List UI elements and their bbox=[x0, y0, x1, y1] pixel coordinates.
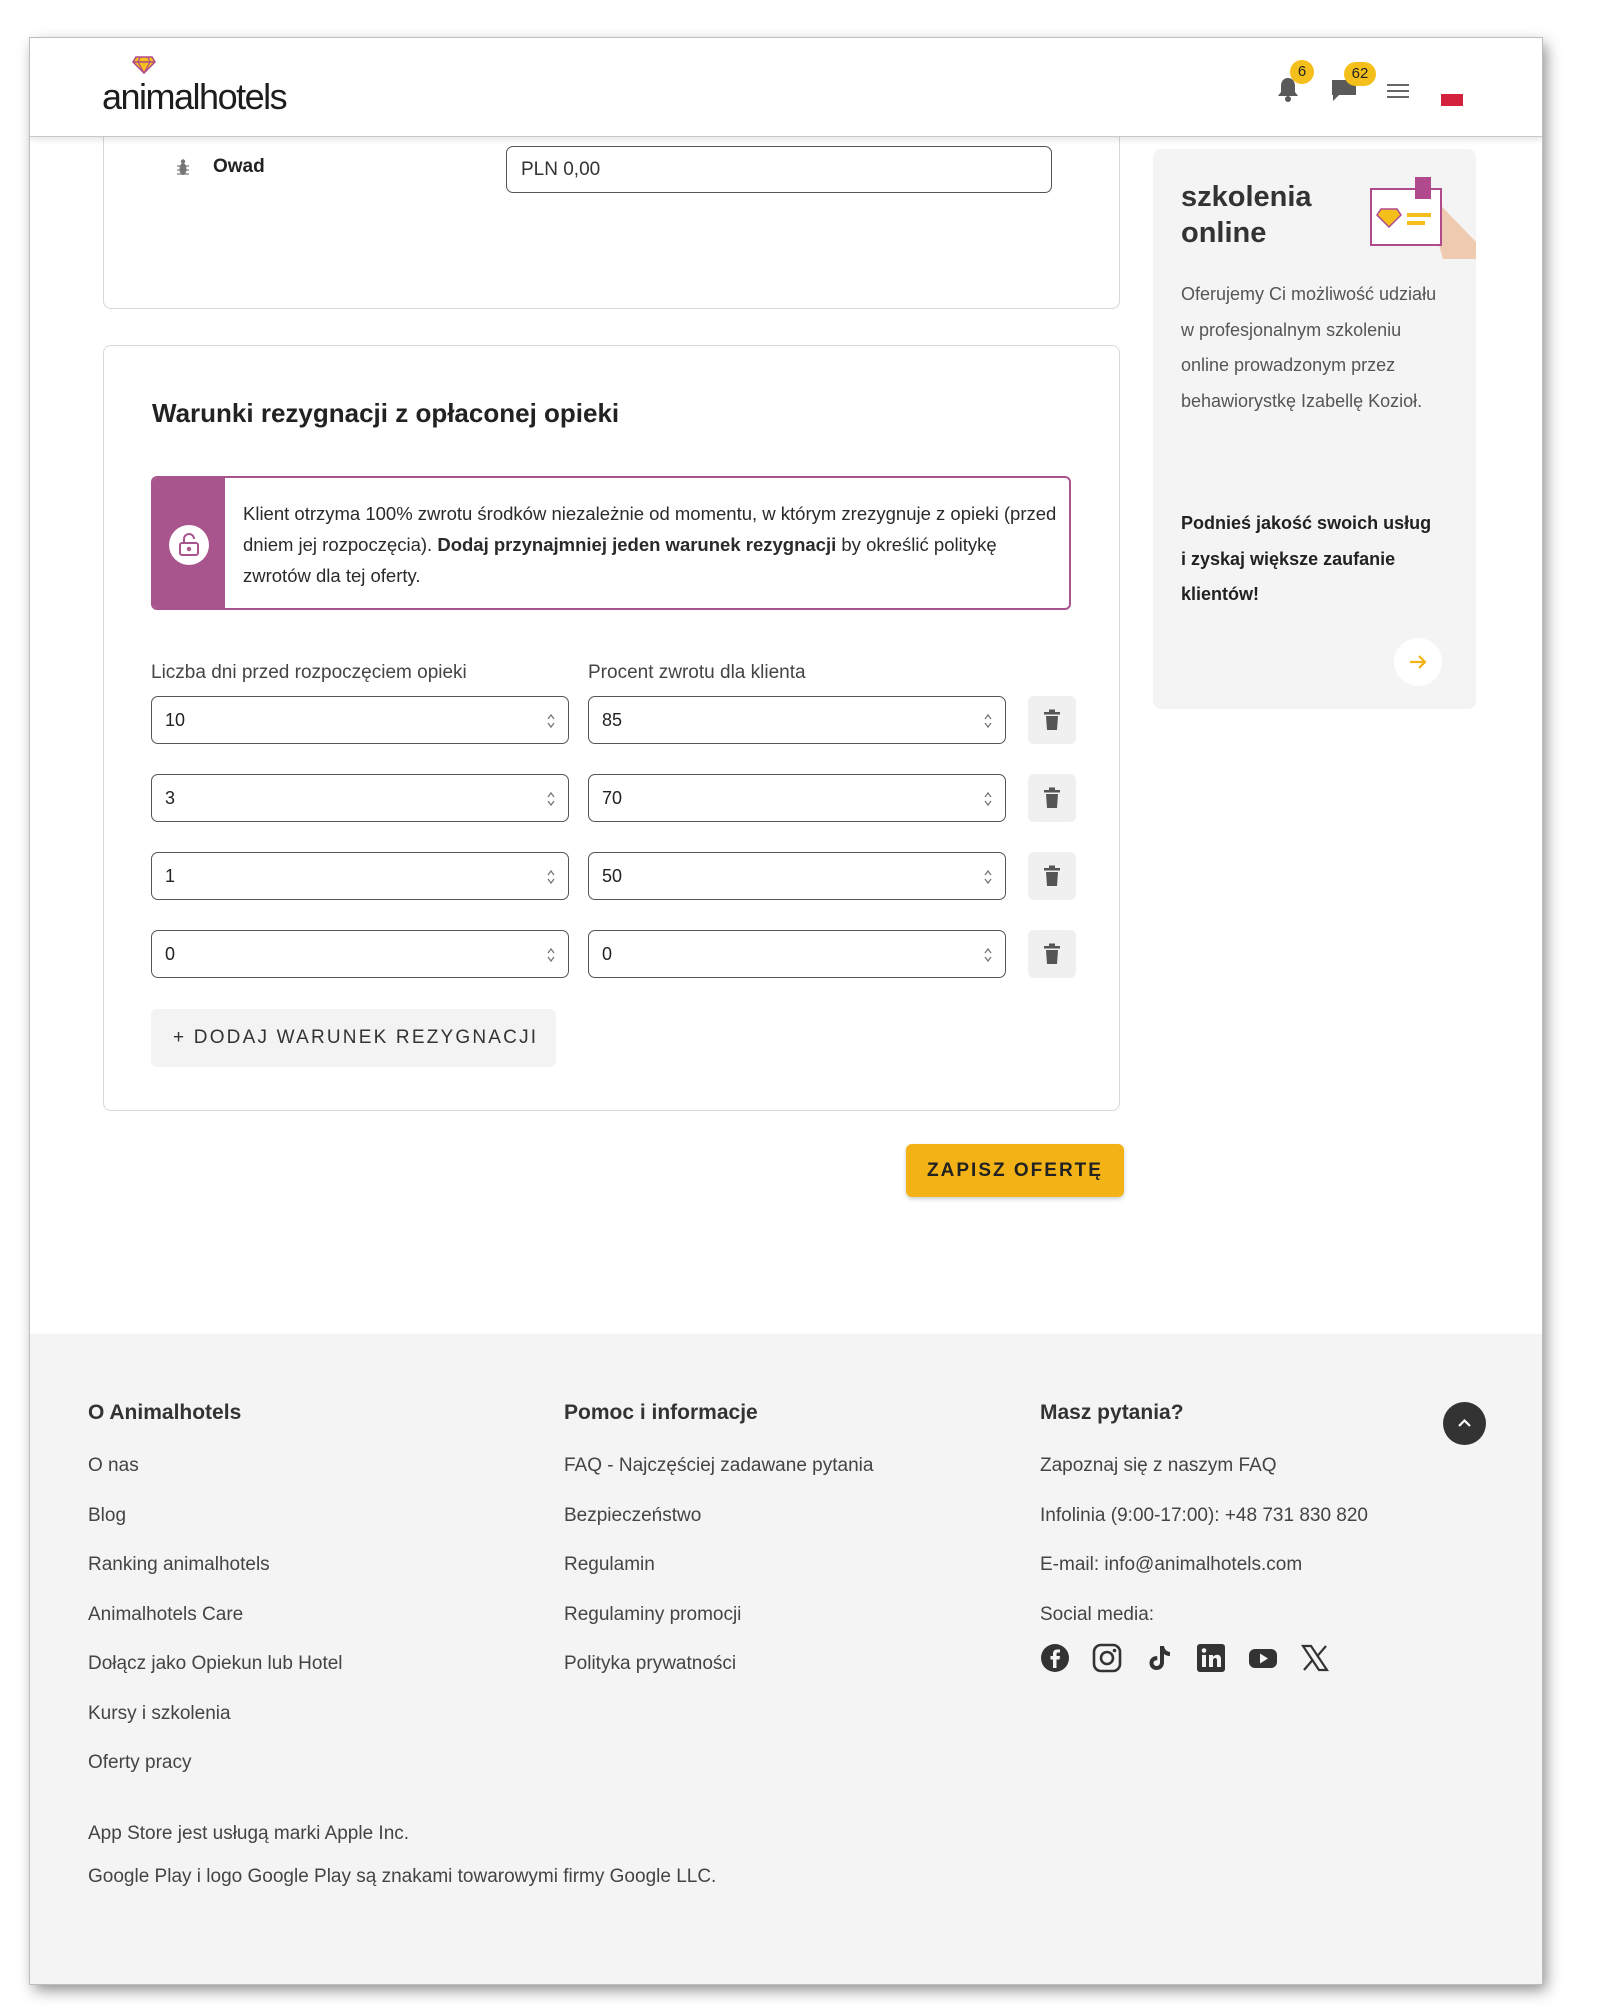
notifications-badge: 6 bbox=[1290, 60, 1314, 84]
promo-description: Oferujemy Ci możliwość udziału w profesjonalnym szkoleniu online prowadzonym przez behawiorystkę Izabellę Kozioł. bbox=[1181, 284, 1437, 411]
delete-condition-button[interactable] bbox=[1028, 930, 1076, 978]
footer-heading: Masz pytania? bbox=[1040, 1401, 1184, 1424]
notice-sidebar bbox=[153, 478, 225, 608]
footer-link[interactable]: Bezpieczeństwo bbox=[564, 1504, 702, 1526]
x-icon[interactable] bbox=[1300, 1643, 1330, 1673]
notice-text-part1: Klient otrzyma 100% zwrotu środków niezależnie od momentu, w którym zrezygnuje z opieki (przed dniem jej rozpoczęcia). bbox=[243, 503, 1057, 555]
menu-button[interactable] bbox=[1386, 82, 1410, 105]
delete-condition-button[interactable] bbox=[1028, 852, 1076, 900]
language-flag-pl[interactable] bbox=[1441, 88, 1463, 106]
percent-input[interactable] bbox=[588, 930, 1006, 978]
days-input[interactable] bbox=[151, 696, 569, 744]
promo-title: szkolenia online bbox=[1181, 181, 1312, 249]
footer-link[interactable]: Regulamin bbox=[564, 1554, 655, 1575]
trash-icon bbox=[1043, 709, 1061, 731]
spinner-icon[interactable] bbox=[546, 946, 556, 964]
browser-window bbox=[30, 38, 1542, 1984]
spinner-icon[interactable] bbox=[546, 790, 556, 808]
footer-heading: Pomoc i informacje bbox=[564, 1401, 758, 1424]
footer-col-about bbox=[88, 1401, 343, 1801]
site-footer bbox=[30, 1334, 1542, 1984]
promo-cta-text: Podnieś jakość swoich usług i zyskaj większe zaufanie klientów! bbox=[1181, 513, 1432, 604]
percent-value: 70 bbox=[602, 788, 623, 808]
arrow-right-icon bbox=[1406, 650, 1430, 674]
scroll-to-top-button[interactable] bbox=[1443, 1402, 1486, 1445]
days-value: 10 bbox=[165, 710, 186, 730]
spinner-icon[interactable] bbox=[546, 712, 556, 730]
trash-icon bbox=[1043, 865, 1061, 887]
delete-condition-button[interactable] bbox=[1028, 696, 1076, 744]
percent-input[interactable] bbox=[588, 696, 1006, 744]
logo[interactable] bbox=[102, 56, 287, 117]
footer-heading: O Animalhotels bbox=[88, 1401, 242, 1424]
percent-input[interactable] bbox=[588, 852, 1006, 900]
messages-badge: 62 bbox=[1344, 62, 1376, 86]
promo-card bbox=[1153, 149, 1476, 709]
footer-link[interactable]: E-mail: info@animalhotels.com bbox=[1040, 1554, 1303, 1575]
footer-link[interactable]: Zapoznaj się z naszym FAQ bbox=[1040, 1455, 1277, 1476]
gem-logo-icon bbox=[132, 56, 156, 74]
messages-button[interactable] bbox=[1330, 65, 1369, 107]
training-illustration-icon bbox=[1363, 167, 1476, 259]
footer-link[interactable]: Oferty pracy bbox=[88, 1752, 192, 1773]
days-column-label: Liczba dni przed rozpoczęciem opieki bbox=[151, 662, 467, 683]
percent-input[interactable] bbox=[588, 774, 1006, 822]
hamburger-icon bbox=[1386, 82, 1410, 100]
percent-value: 0 bbox=[602, 944, 613, 964]
footer-link[interactable]: O nas bbox=[88, 1455, 139, 1476]
legal-google: Google Play i logo Google Play są znakami towarowymi firmy Google LLC. bbox=[88, 1866, 717, 1887]
tiktok-icon[interactable] bbox=[1144, 1643, 1174, 1673]
youtube-icon[interactable] bbox=[1248, 1643, 1278, 1673]
footer-link[interactable]: Animalhotels Care bbox=[88, 1603, 244, 1625]
days-value: 1 bbox=[165, 866, 176, 886]
insect-icon bbox=[176, 158, 190, 178]
days-input[interactable] bbox=[151, 930, 569, 978]
percent-value: 85 bbox=[602, 710, 623, 730]
spinner-icon[interactable] bbox=[983, 946, 993, 964]
footer-link[interactable]: Kursy i szkolenia bbox=[88, 1702, 231, 1724]
notifications-button[interactable] bbox=[1276, 63, 1307, 107]
days-input[interactable] bbox=[151, 852, 569, 900]
facebook-icon[interactable] bbox=[1040, 1643, 1070, 1673]
days-value: 0 bbox=[165, 944, 176, 964]
notice-text bbox=[243, 498, 1058, 591]
percent-value: 50 bbox=[602, 866, 623, 886]
social-media-label: Social media: bbox=[1040, 1603, 1155, 1625]
notice-text-bold: Dodaj przynajmniej jeden warunek rezygnacji bbox=[437, 534, 837, 555]
chevron-up-icon bbox=[1456, 1416, 1473, 1431]
footer-link[interactable]: Dołącz jako Opiekun lub Hotel bbox=[88, 1653, 343, 1674]
footer-link[interactable]: Infolinia (9:00-17:00): +48 731 830 820 bbox=[1040, 1504, 1369, 1526]
social-links bbox=[1040, 1643, 1368, 1673]
spinner-icon[interactable] bbox=[983, 790, 993, 808]
save-offer-button[interactable]: ZAPISZ OFERTĘ bbox=[906, 1144, 1124, 1197]
site-header bbox=[30, 38, 1542, 137]
legal-apple: App Store jest usługą marki Apple Inc. bbox=[88, 1823, 410, 1844]
footer-link[interactable]: Blog bbox=[88, 1504, 127, 1526]
percent-column-label: Procent zwrotu dla klienta bbox=[588, 662, 806, 683]
trash-icon bbox=[1043, 787, 1061, 809]
footer-col-contact bbox=[1040, 1401, 1368, 1673]
delete-condition-button[interactable] bbox=[1028, 774, 1076, 822]
instagram-icon[interactable] bbox=[1092, 1643, 1122, 1673]
price-row-label: Owad bbox=[213, 156, 265, 177]
refund-notice bbox=[151, 476, 1071, 610]
days-value: 3 bbox=[165, 788, 176, 808]
promo-arrow-button[interactable] bbox=[1394, 638, 1442, 686]
days-input[interactable] bbox=[151, 774, 569, 822]
footer-link[interactable]: Polityka prywatności bbox=[564, 1653, 737, 1674]
spinner-icon[interactable] bbox=[546, 868, 556, 886]
logo-text: animalhotels bbox=[102, 76, 287, 117]
notice-text-part2: by określić politykę zwrotów dla tej oferty. bbox=[243, 534, 997, 586]
trash-icon bbox=[1043, 943, 1061, 965]
add-condition-button[interactable]: + DODAJ WARUNEK REZYGNACJI bbox=[151, 1009, 556, 1067]
linkedin-icon[interactable] bbox=[1196, 1643, 1226, 1673]
section-title: Warunki rezygnacji z opłaconej opieki bbox=[152, 398, 620, 428]
price-input[interactable] bbox=[506, 146, 1052, 193]
spinner-icon[interactable] bbox=[983, 712, 993, 730]
footer-link[interactable]: FAQ - Najczęściej zadawane pytania bbox=[564, 1455, 874, 1476]
footer-link[interactable]: Ranking animalhotels bbox=[88, 1554, 270, 1575]
footer-link[interactable]: Regulaminy promocji bbox=[564, 1603, 742, 1625]
spinner-icon[interactable] bbox=[983, 868, 993, 886]
refund-icon bbox=[169, 525, 209, 565]
footer-col-help bbox=[564, 1401, 873, 1702]
